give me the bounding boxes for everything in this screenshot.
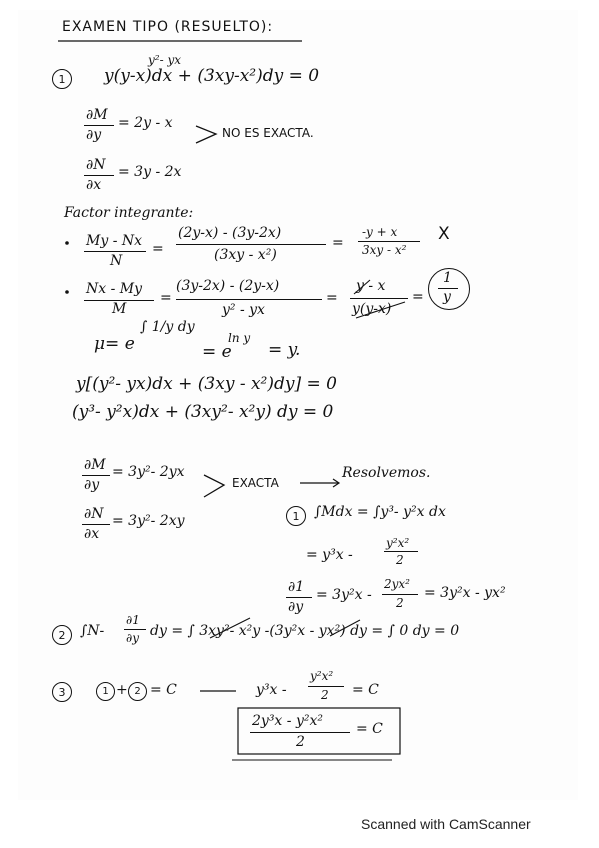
step1-deriv-num: ∂1 xyxy=(288,579,305,595)
dM2-den: ∂y xyxy=(84,477,100,493)
mu-line2: = e xyxy=(202,342,232,362)
ratio2-right-den: y(y-x) xyxy=(352,301,392,317)
ratio2-right-num: y - x xyxy=(356,278,386,294)
equals-sign: = xyxy=(326,290,338,306)
step2-badge: 2 xyxy=(52,625,72,645)
ratio2-right-bar xyxy=(350,298,408,299)
equals-sign: = xyxy=(332,235,344,251)
page-title: EXAMEN TIPO (RESUELTO): xyxy=(62,19,274,35)
dN2-rhs: = 3y²- 2xy xyxy=(112,513,185,529)
step1-deriv-den: ∂y xyxy=(288,599,304,615)
final-den: 2 xyxy=(296,734,305,750)
final-num: 2y³x - y²x² xyxy=(252,713,323,729)
step3-sol-den: 2 xyxy=(321,688,329,702)
dM2-num: ∂M xyxy=(84,457,106,473)
step2-frac-den: ∂y xyxy=(126,631,139,645)
step3-equals-c: = C xyxy=(150,682,177,698)
mu-line2-end: = y. xyxy=(268,340,301,360)
overhead-note: y²- yx xyxy=(148,53,182,67)
step1-deriv-frac-bar xyxy=(382,594,418,595)
ratio1-mid-den: (3xy - x²) xyxy=(214,247,277,263)
dN2-num: ∂N xyxy=(84,506,104,522)
ratio2-left-num: Nx - My xyxy=(86,281,143,297)
step1-badge: 1 xyxy=(286,506,306,526)
factor-heading: Factor integrante: xyxy=(64,205,194,221)
expanded-equation: (y³- y²x)dx + (3xy²- x²y) dy = 0 xyxy=(72,402,334,422)
step1-deriv-frac-num: 2yx² xyxy=(384,577,410,591)
problem-number-badge: 1 xyxy=(52,69,72,89)
step1-result: = y³x - xyxy=(306,547,353,563)
dN-fraction-bar xyxy=(84,175,114,176)
multiplied-equation: y[(y²- yx)dx + (3xy - x²)dy] = 0 xyxy=(76,374,337,394)
step1-deriv-bar xyxy=(286,597,312,598)
dN2-den: ∂x xyxy=(84,526,100,542)
dM-rhs: = 2y - x xyxy=(118,115,173,131)
step1-deriv-frac-den: 2 xyxy=(396,596,404,610)
mu-exponent: ∫ 1/y dy xyxy=(140,319,195,335)
ratio2-left-den: M xyxy=(112,301,127,317)
step1-integral: ∫Mdx = ∫y³- y²x dx xyxy=(314,504,446,520)
ratio1-left-den: N xyxy=(110,253,123,269)
dM-fraction-bar xyxy=(84,125,114,126)
step2-frac-bar xyxy=(124,629,146,630)
ratio1-left-bar xyxy=(84,251,146,252)
equals-sign: = xyxy=(160,290,172,306)
ratio1-mid-bar xyxy=(176,244,326,245)
ratio1-mid-num: (2y-x) - (3y-2x) xyxy=(178,225,282,241)
ratio2-result-den: y xyxy=(443,289,451,305)
resolvemos-label: Resolvemos. xyxy=(342,465,431,481)
step3-sol-num: y²x² xyxy=(310,669,334,683)
step2-frac-num: ∂1 xyxy=(126,613,140,627)
mu-line2-exp: ln y xyxy=(228,331,251,345)
mu-line1: μ= e xyxy=(94,334,135,354)
ratio1-right-num: -y + x xyxy=(362,225,398,239)
equation-main: y(y-x)dx + (3xy-x²)dy = 0 xyxy=(104,66,320,86)
step2-integral-b: dy = ∫ 3xy²- x²y -(3y²x - yx²) dy = ∫ 0 dy = 0 xyxy=(150,623,460,639)
final-bar xyxy=(250,732,350,733)
scanner-footer: Scanned with CamScanner xyxy=(361,816,531,832)
ratio1-right-den: 3xy - x² xyxy=(362,243,407,257)
dN-num: ∂N xyxy=(86,157,106,173)
equals-sign: = xyxy=(412,289,424,305)
dN2-bar xyxy=(82,524,110,525)
step3-sol-bar xyxy=(308,686,344,687)
ratio1-right-bar xyxy=(358,241,420,242)
step1-result-den: 2 xyxy=(396,553,404,567)
dN-den: ∂x xyxy=(86,177,102,193)
step1-deriv-mid: = 3y²x - xyxy=(316,587,372,603)
step3-plus: + xyxy=(116,682,128,698)
step3-ref-1: 1 xyxy=(96,682,115,701)
ratio1-left-num: My - Nx xyxy=(86,233,143,249)
ratio2-mid-bar xyxy=(176,299,322,300)
step1-result-bar xyxy=(384,551,418,552)
ratio2-mid-num: (3y-2x) - (2y-x) xyxy=(176,278,280,294)
dM2-bar xyxy=(82,475,110,476)
not-exact-label: NO ES EXACTA. xyxy=(222,126,314,140)
final-end: = C xyxy=(356,721,383,737)
step3-solution: y³x - xyxy=(256,682,287,698)
step1-deriv-end: = 3y²x - yx² xyxy=(424,585,506,601)
dM2-rhs: = 3y²- 2yx xyxy=(112,464,185,480)
ratio2-mid-den: y² - yx xyxy=(222,302,265,318)
step1-result-num: y²x² xyxy=(386,536,410,550)
dM-num: ∂M xyxy=(86,107,108,123)
ratio1-mark: X xyxy=(438,224,450,244)
step3-badge: 3 xyxy=(52,682,72,702)
ratio2-result-num: 1 xyxy=(443,270,452,286)
step2-integral-a: ∫N- xyxy=(80,623,105,639)
dN-rhs: = 3y - 2x xyxy=(118,164,182,180)
exacta-label: EXACTA xyxy=(232,476,279,490)
step3-ref-2: 2 xyxy=(128,682,147,701)
equals-sign: = xyxy=(152,241,164,257)
step3-sol-end: = C xyxy=(352,682,379,698)
dM-den: ∂y xyxy=(86,127,102,143)
